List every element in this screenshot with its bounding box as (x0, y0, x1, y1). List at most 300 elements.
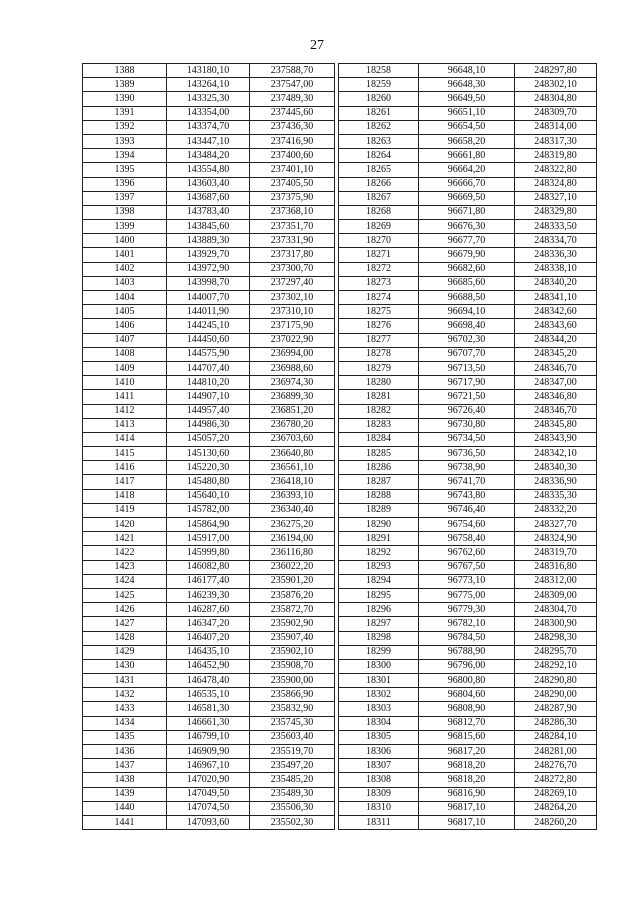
point-id-left-cell: 1427 (83, 617, 167, 631)
x-left-cell: 146535,10 (167, 688, 250, 702)
y-left-cell: 237175,90 (250, 319, 335, 333)
table-row (83, 489, 597, 503)
point-id-left-cell: 1430 (83, 659, 167, 673)
x-left-cell: 144011,90 (167, 305, 250, 319)
x-right-cell: 96754,60 (419, 518, 515, 532)
point-id-right-cell: 18298 (339, 631, 419, 645)
x-right-cell: 96775,00 (419, 588, 515, 602)
x-right-cell: 96677,70 (419, 234, 515, 248)
point-id-left-cell: 1434 (83, 716, 167, 730)
x-left-cell: 145480,80 (167, 475, 250, 489)
y-right-cell: 248333,50 (515, 220, 597, 234)
x-left-cell: 144707,40 (167, 361, 250, 375)
point-id-right-cell: 18297 (339, 617, 419, 631)
table-row (83, 518, 597, 532)
point-id-right-cell: 18278 (339, 347, 419, 361)
table-row (83, 276, 597, 290)
point-id-left-cell: 1441 (83, 815, 167, 829)
point-id-left-cell: 1437 (83, 759, 167, 773)
x-left-cell: 143687,60 (167, 191, 250, 205)
point-id-left-cell: 1425 (83, 588, 167, 602)
y-left-cell: 235908,70 (250, 659, 335, 673)
table-row (83, 163, 597, 177)
y-left-cell: 236703,60 (250, 432, 335, 446)
point-id-right-cell: 18303 (339, 702, 419, 716)
y-left-cell: 236640,80 (250, 447, 335, 461)
x-left-cell: 146347,20 (167, 617, 250, 631)
y-right-cell: 248324,90 (515, 532, 597, 546)
y-right-cell: 248269,10 (515, 787, 597, 801)
x-right-cell: 96818,20 (419, 759, 515, 773)
table-row (83, 319, 597, 333)
x-right-cell: 96804,60 (419, 688, 515, 702)
point-id-right-cell: 18277 (339, 333, 419, 347)
y-left-cell: 237436,30 (250, 120, 335, 134)
y-right-cell: 248345,80 (515, 418, 597, 432)
y-left-cell: 235519,70 (250, 745, 335, 759)
y-right-cell: 248346,80 (515, 390, 597, 404)
table-row (83, 404, 597, 418)
table-row (83, 205, 597, 219)
x-right-cell: 96694,10 (419, 305, 515, 319)
x-left-cell: 146239,30 (167, 588, 250, 602)
x-left-cell: 146799,10 (167, 730, 250, 744)
point-id-left-cell: 1435 (83, 730, 167, 744)
point-id-left-cell: 1424 (83, 574, 167, 588)
table-row (83, 390, 597, 404)
point-id-left-cell: 1406 (83, 319, 167, 333)
x-right-cell: 96746,40 (419, 503, 515, 517)
point-id-right-cell: 18269 (339, 220, 419, 234)
table-row (83, 106, 597, 120)
y-left-cell: 235866,90 (250, 688, 335, 702)
point-id-left-cell: 1391 (83, 106, 167, 120)
point-id-left-cell: 1400 (83, 234, 167, 248)
table-row (83, 262, 597, 276)
point-id-right-cell: 18265 (339, 163, 419, 177)
point-id-right-cell: 18308 (339, 773, 419, 787)
point-id-right-cell: 18264 (339, 149, 419, 163)
y-right-cell: 248343,90 (515, 432, 597, 446)
point-id-right-cell: 18276 (339, 319, 419, 333)
x-right-cell: 96796,00 (419, 659, 515, 673)
table-row (83, 191, 597, 205)
x-right-cell: 96666,70 (419, 177, 515, 191)
point-id-left-cell: 1415 (83, 447, 167, 461)
table-row (83, 617, 597, 631)
point-id-left-cell: 1421 (83, 532, 167, 546)
x-right-cell: 96721,50 (419, 390, 515, 404)
y-right-cell: 248295,70 (515, 645, 597, 659)
y-right-cell: 248304,80 (515, 92, 597, 106)
x-right-cell: 96713,50 (419, 361, 515, 375)
point-id-left-cell: 1389 (83, 78, 167, 92)
x-right-cell: 96812,70 (419, 716, 515, 730)
coordinates-table (82, 63, 597, 830)
x-right-cell: 96784,50 (419, 631, 515, 645)
point-id-right-cell: 18302 (339, 688, 419, 702)
y-right-cell: 248319,70 (515, 546, 597, 560)
table-row (83, 745, 597, 759)
table-row (83, 574, 597, 588)
point-id-left-cell: 1392 (83, 120, 167, 134)
table-row (83, 475, 597, 489)
x-right-cell: 96817,10 (419, 801, 515, 815)
y-right-cell: 248345,20 (515, 347, 597, 361)
y-left-cell: 236418,10 (250, 475, 335, 489)
table-row (83, 801, 597, 815)
y-right-cell: 248297,80 (515, 64, 597, 78)
x-right-cell: 96817,10 (419, 815, 515, 829)
point-id-right-cell: 18287 (339, 475, 419, 489)
point-id-right-cell: 18288 (339, 489, 419, 503)
x-right-cell: 96779,30 (419, 603, 515, 617)
x-left-cell: 147049,50 (167, 787, 250, 801)
point-id-left-cell: 1388 (83, 64, 167, 78)
y-right-cell: 248332,20 (515, 503, 597, 517)
point-id-right-cell: 18258 (339, 64, 419, 78)
y-right-cell: 248290,80 (515, 674, 597, 688)
y-left-cell: 236340,40 (250, 503, 335, 517)
y-right-cell: 248316,80 (515, 560, 597, 574)
x-left-cell: 147020,90 (167, 773, 250, 787)
y-left-cell: 237445,60 (250, 106, 335, 120)
x-left-cell: 145640,10 (167, 489, 250, 503)
x-left-cell: 143929,70 (167, 248, 250, 262)
y-left-cell: 235489,30 (250, 787, 335, 801)
y-left-cell: 235902,10 (250, 645, 335, 659)
point-id-right-cell: 18301 (339, 674, 419, 688)
point-id-right-cell: 18285 (339, 447, 419, 461)
x-right-cell: 96726,40 (419, 404, 515, 418)
point-id-left-cell: 1397 (83, 191, 167, 205)
point-id-right-cell: 18273 (339, 276, 419, 290)
x-right-cell: 96685,60 (419, 276, 515, 290)
point-id-right-cell: 18284 (339, 432, 419, 446)
y-right-cell: 248344,20 (515, 333, 597, 347)
x-right-cell: 96702,30 (419, 333, 515, 347)
y-left-cell: 237022,90 (250, 333, 335, 347)
point-id-left-cell: 1416 (83, 461, 167, 475)
y-left-cell: 235745,30 (250, 716, 335, 730)
y-right-cell: 248264,20 (515, 801, 597, 815)
table-row (83, 248, 597, 262)
table-row (83, 631, 597, 645)
x-right-cell: 96817,20 (419, 745, 515, 759)
x-right-cell: 96758,40 (419, 532, 515, 546)
y-left-cell: 235832,90 (250, 702, 335, 716)
point-id-right-cell: 18266 (339, 177, 419, 191)
y-right-cell: 248343,60 (515, 319, 597, 333)
table-row (83, 645, 597, 659)
y-left-cell: 236780,20 (250, 418, 335, 432)
x-right-cell: 96648,30 (419, 78, 515, 92)
point-id-left-cell: 1401 (83, 248, 167, 262)
x-left-cell: 147074,50 (167, 801, 250, 815)
y-left-cell: 237547,00 (250, 78, 335, 92)
y-left-cell: 235497,20 (250, 759, 335, 773)
x-right-cell: 96661,80 (419, 149, 515, 163)
y-right-cell: 248346,70 (515, 361, 597, 375)
table-row (83, 588, 597, 602)
y-left-cell: 235872,70 (250, 603, 335, 617)
y-right-cell: 248276,70 (515, 759, 597, 773)
y-right-cell: 248327,70 (515, 518, 597, 532)
x-right-cell: 96707,70 (419, 347, 515, 361)
x-right-cell: 96669,50 (419, 191, 515, 205)
point-id-right-cell: 18268 (339, 205, 419, 219)
point-id-left-cell: 1418 (83, 489, 167, 503)
table-row (83, 702, 597, 716)
x-left-cell: 143603,40 (167, 177, 250, 191)
table-row (83, 659, 597, 673)
y-right-cell: 248281,00 (515, 745, 597, 759)
x-right-cell: 96767,50 (419, 560, 515, 574)
point-id-left-cell: 1396 (83, 177, 167, 191)
x-right-cell: 96762,60 (419, 546, 515, 560)
table-row (83, 347, 597, 361)
x-left-cell: 146909,90 (167, 745, 250, 759)
table-row (83, 461, 597, 475)
y-right-cell: 248327,10 (515, 191, 597, 205)
x-left-cell: 147093,60 (167, 815, 250, 829)
y-right-cell: 248338,10 (515, 262, 597, 276)
x-left-cell: 145220,30 (167, 461, 250, 475)
point-id-right-cell: 18286 (339, 461, 419, 475)
point-id-right-cell: 18289 (339, 503, 419, 517)
x-right-cell: 96676,30 (419, 220, 515, 234)
x-right-cell: 96818,20 (419, 773, 515, 787)
point-id-right-cell: 18274 (339, 291, 419, 305)
point-id-left-cell: 1405 (83, 305, 167, 319)
y-left-cell: 237400,60 (250, 149, 335, 163)
point-id-left-cell: 1414 (83, 432, 167, 446)
point-id-right-cell: 18272 (339, 262, 419, 276)
point-id-right-cell: 18309 (339, 787, 419, 801)
x-left-cell: 143374,70 (167, 120, 250, 134)
point-id-right-cell: 18310 (339, 801, 419, 815)
x-left-cell: 143354,00 (167, 106, 250, 120)
y-left-cell: 237331,90 (250, 234, 335, 248)
y-left-cell: 235876,20 (250, 588, 335, 602)
point-id-right-cell: 18270 (339, 234, 419, 248)
x-left-cell: 146435,10 (167, 645, 250, 659)
y-left-cell: 237300,70 (250, 262, 335, 276)
x-left-cell: 143325,30 (167, 92, 250, 106)
table-row (83, 376, 597, 390)
y-left-cell: 237405,50 (250, 177, 335, 191)
table-row (83, 78, 597, 92)
y-right-cell: 248342,60 (515, 305, 597, 319)
x-right-cell: 96649,50 (419, 92, 515, 106)
y-right-cell: 248342,10 (515, 447, 597, 461)
y-left-cell: 236561,10 (250, 461, 335, 475)
point-id-right-cell: 18292 (339, 546, 419, 560)
point-id-right-cell: 18293 (339, 560, 419, 574)
table-row (83, 149, 597, 163)
x-right-cell: 96808,90 (419, 702, 515, 716)
point-id-left-cell: 1402 (83, 262, 167, 276)
y-right-cell: 248340,30 (515, 461, 597, 475)
table-row (83, 120, 597, 134)
table-row (83, 716, 597, 730)
x-left-cell: 146581,30 (167, 702, 250, 716)
y-left-cell: 235907,40 (250, 631, 335, 645)
x-left-cell: 145864,90 (167, 518, 250, 532)
x-left-cell: 144907,10 (167, 390, 250, 404)
x-right-cell: 96816,90 (419, 787, 515, 801)
x-right-cell: 96688,50 (419, 291, 515, 305)
point-id-right-cell: 18275 (339, 305, 419, 319)
point-id-right-cell: 18263 (339, 134, 419, 148)
point-id-left-cell: 1407 (83, 333, 167, 347)
table-row (83, 361, 597, 375)
point-id-right-cell: 18304 (339, 716, 419, 730)
x-right-cell: 96651,10 (419, 106, 515, 120)
y-left-cell: 235900,00 (250, 674, 335, 688)
point-id-right-cell: 18279 (339, 361, 419, 375)
x-left-cell: 146478,40 (167, 674, 250, 688)
y-left-cell: 235506,30 (250, 801, 335, 815)
x-right-cell: 96648,10 (419, 64, 515, 78)
point-id-right-cell: 18295 (339, 588, 419, 602)
y-left-cell: 235502,30 (250, 815, 335, 829)
x-right-cell: 96773,10 (419, 574, 515, 588)
point-id-left-cell: 1390 (83, 92, 167, 106)
y-left-cell: 236899,30 (250, 390, 335, 404)
point-id-right-cell: 18300 (339, 659, 419, 673)
point-id-right-cell: 18306 (339, 745, 419, 759)
table-row (83, 447, 597, 461)
x-left-cell: 146287,60 (167, 603, 250, 617)
y-right-cell: 248341,10 (515, 291, 597, 305)
y-left-cell: 237317,80 (250, 248, 335, 262)
point-id-left-cell: 1439 (83, 787, 167, 801)
point-id-left-cell: 1423 (83, 560, 167, 574)
x-right-cell: 96658,20 (419, 134, 515, 148)
y-left-cell: 237416,90 (250, 134, 335, 148)
point-id-left-cell: 1395 (83, 163, 167, 177)
y-left-cell: 236116,80 (250, 546, 335, 560)
y-right-cell: 248319,80 (515, 149, 597, 163)
table-row (83, 603, 597, 617)
x-left-cell: 144245,10 (167, 319, 250, 333)
point-id-left-cell: 1438 (83, 773, 167, 787)
x-right-cell: 96788,90 (419, 645, 515, 659)
y-right-cell: 248317,30 (515, 134, 597, 148)
point-id-left-cell: 1419 (83, 503, 167, 517)
point-id-right-cell: 18260 (339, 92, 419, 106)
y-right-cell: 248287,90 (515, 702, 597, 716)
y-right-cell: 248336,30 (515, 248, 597, 262)
point-id-left-cell: 1432 (83, 688, 167, 702)
x-right-cell: 96717,90 (419, 376, 515, 390)
table-row (83, 234, 597, 248)
y-right-cell: 248304,70 (515, 603, 597, 617)
x-right-cell: 96730,80 (419, 418, 515, 432)
x-right-cell: 96654,50 (419, 120, 515, 134)
x-right-cell: 96679,90 (419, 248, 515, 262)
y-right-cell: 248286,30 (515, 716, 597, 730)
table-row (83, 815, 597, 829)
table-row (83, 305, 597, 319)
table-row (83, 773, 597, 787)
y-left-cell: 237489,30 (250, 92, 335, 106)
y-right-cell: 248340,20 (515, 276, 597, 290)
y-right-cell: 248334,70 (515, 234, 597, 248)
point-id-left-cell: 1431 (83, 674, 167, 688)
y-left-cell: 236275,20 (250, 518, 335, 532)
point-id-right-cell: 18299 (339, 645, 419, 659)
table-row (83, 560, 597, 574)
y-left-cell: 236194,00 (250, 532, 335, 546)
y-right-cell: 248309,00 (515, 588, 597, 602)
y-right-cell: 248314,00 (515, 120, 597, 134)
y-right-cell: 248272,80 (515, 773, 597, 787)
x-right-cell: 96743,80 (419, 489, 515, 503)
x-right-cell: 96664,20 (419, 163, 515, 177)
x-right-cell: 96698,40 (419, 319, 515, 333)
x-right-cell: 96741,70 (419, 475, 515, 489)
x-right-cell: 96682,60 (419, 262, 515, 276)
table-row (83, 546, 597, 560)
point-id-left-cell: 1409 (83, 361, 167, 375)
y-right-cell: 248302,10 (515, 78, 597, 92)
point-id-right-cell: 18311 (339, 815, 419, 829)
x-left-cell: 146452,90 (167, 659, 250, 673)
point-id-left-cell: 1411 (83, 390, 167, 404)
y-right-cell: 248347,00 (515, 376, 597, 390)
table-row (83, 134, 597, 148)
point-id-left-cell: 1404 (83, 291, 167, 305)
y-right-cell: 248329,80 (515, 205, 597, 219)
x-left-cell: 143264,10 (167, 78, 250, 92)
x-left-cell: 144450,60 (167, 333, 250, 347)
table-row (83, 177, 597, 191)
point-id-left-cell: 1420 (83, 518, 167, 532)
y-right-cell: 248312,00 (515, 574, 597, 588)
x-left-cell: 146661,30 (167, 716, 250, 730)
y-left-cell: 237401,10 (250, 163, 335, 177)
table-row (83, 64, 597, 78)
x-left-cell: 145057,20 (167, 432, 250, 446)
x-left-cell: 145917,00 (167, 532, 250, 546)
y-right-cell: 248322,80 (515, 163, 597, 177)
x-left-cell: 144986,30 (167, 418, 250, 432)
point-id-left-cell: 1426 (83, 603, 167, 617)
table-row (83, 291, 597, 305)
point-id-right-cell: 18305 (339, 730, 419, 744)
table-row (83, 730, 597, 744)
page-number: 27 (310, 38, 324, 53)
point-id-left-cell: 1436 (83, 745, 167, 759)
y-left-cell: 237588,70 (250, 64, 335, 78)
point-id-left-cell: 1398 (83, 205, 167, 219)
table-row (83, 92, 597, 106)
table-row (83, 333, 597, 347)
y-left-cell: 235902,90 (250, 617, 335, 631)
x-left-cell: 143845,60 (167, 220, 250, 234)
table-row (83, 674, 597, 688)
y-left-cell: 236851,20 (250, 404, 335, 418)
y-right-cell: 248290,00 (515, 688, 597, 702)
y-left-cell: 237375,90 (250, 191, 335, 205)
point-id-left-cell: 1428 (83, 631, 167, 645)
y-left-cell: 237310,10 (250, 305, 335, 319)
y-left-cell: 237302,10 (250, 291, 335, 305)
table-row (83, 688, 597, 702)
coordinates-table-body (83, 64, 597, 830)
